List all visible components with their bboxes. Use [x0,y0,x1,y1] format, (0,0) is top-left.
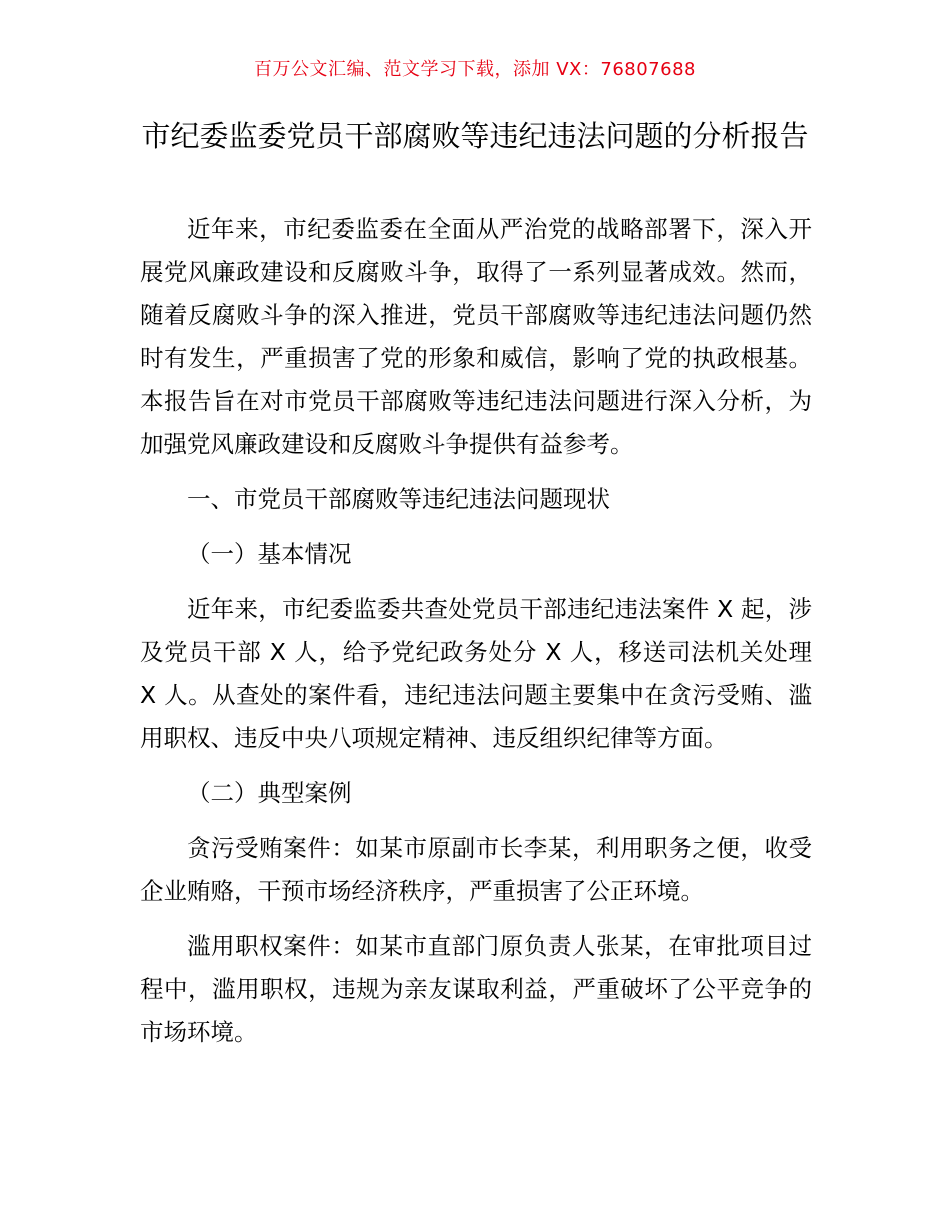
subsection-heading-basic: （一）基本情况 [187,540,352,568]
subsection-heading-cases: （二）典型案例 [187,779,352,807]
case-paragraph-bribery: 贪污受贿案件：如某市原副市长李某，利用职务之便，收受企业贿赂，干预市场经济秩序，严重损害了公正环境。 [140,834,812,905]
case-paragraph-abuse-of-power: 滥用职权案件：如某市直部门原负责人张某，在审批项目过程中，滥用职权，违规为亲友谋取利益，严重破坏了公平竞争的市场环境。 [140,932,812,1046]
basic-situation-paragraph: 近年来，市纪委监委共查处党员干部违纪违法案件 X 起，涉及党员干部 X 人，给予党纪政务处分 X 人，移送司法机关处理 X 人。从查处的案件看，违纪违法问题主要集中在贪污受贿、滥用职权、违反中央八项规定精神、违反组织纪律等方面。 [140,595,812,752]
section-heading-1: 一、市党员干部腐败等违纪违法问题现状 [187,485,610,513]
intro-paragraph: 近年来，市纪委监委在全面从严治党的战略部署下，深入开展党风廉政建设和反腐败斗争，取得了一系列显著成效。然而，随着反腐败斗争的深入推进，党员干部腐败等违纪违法问题仍然时有发生，严重损害了党的形象和威信，影响了党的执政根基。本报告旨在对市党员干部腐败等违纪违法问题进行深入分析，为加强党风廉政建设和反腐败斗争提供有益参考。 [140,215,812,458]
document-title: 市纪委监委党员干部腐败等违纪违法问题的分析报告 [141,119,809,153]
document-body [140,208,812,1066]
watermark-header: 百万公文汇编、范文学习下载，添加 VX：76807688 [254,59,696,80]
